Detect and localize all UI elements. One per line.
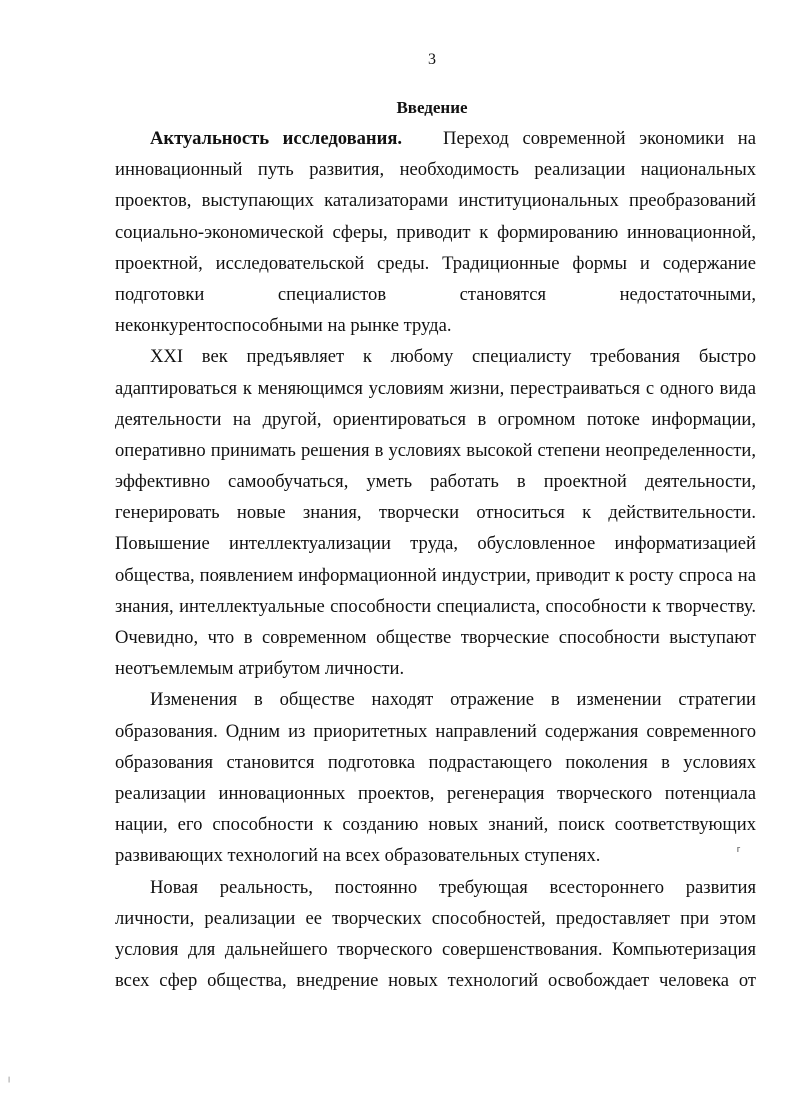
- text-line: инновационный путь развития, необходимость реализации национальных: [115, 159, 756, 181]
- document-body: [115, 123, 756, 996]
- text-line: оперативно принимать решения в условиях высокой степени неопределенности,: [115, 439, 756, 461]
- text-line: знания, интеллектуальные способности специалиста, способности к творчеству.: [115, 595, 756, 617]
- text-line: личности, реализации ее творческих способностей, предоставляет при этом: [115, 907, 756, 929]
- paragraph-lead: Актуальность исследования.: [150, 128, 403, 149]
- text-line: проектной, исследовательской среды. Традиционные формы и содержание: [115, 252, 756, 274]
- text-line: реализации инновационных проектов, регенерация творческого потенциала: [115, 782, 756, 804]
- text-line: неотъемлемым атрибутом личности.: [115, 658, 405, 680]
- text-line: социально-экономической сферы, приводит к формированию инновационной,: [115, 221, 756, 243]
- text-line: Изменения в обществе находят отражение в изменении стратегии: [150, 689, 756, 711]
- text-line: всех сфер общества, внедрение новых технологий освобождает человека от: [115, 970, 756, 992]
- text-line: генерировать новые знания, творчески относиться к действительности.: [115, 502, 756, 524]
- text-line: эффективно самообучаться, уметь работать в проектной деятельности,: [115, 471, 756, 493]
- text-line: нации, его способности к созданию новых знаний, поиск соответствующих: [115, 814, 756, 836]
- text-line: условия для дальнейшего творческого совершенствования. Компьютеризация: [115, 938, 756, 960]
- section-heading: Введение: [396, 98, 468, 117]
- text-line: подготовки специалистов становятся недостаточными,: [115, 283, 756, 305]
- paragraph-new-reality: [115, 872, 756, 997]
- text-line: деятельности на другой, ориентироваться в огромном потоке информации,: [115, 408, 756, 430]
- text-line: адаптироваться к меняющимся условиям жизни, перестраиваться с одного вида: [115, 377, 756, 399]
- text-line: образования становится подготовка подрастающего поколения в условиях: [115, 751, 756, 773]
- paragraph-requirements: [115, 341, 756, 684]
- text-line: XXI век предъявляет к любому специалисту требования быстро: [150, 346, 756, 368]
- scan-artifact-icon: ⸢: [736, 846, 742, 862]
- text-line: Очевидно, что в современном обществе творческие способности выступают: [115, 627, 756, 648]
- text-line: проектов, выступающих катализаторами институциональных преобразований: [115, 190, 756, 212]
- text-line: Новая реальность, постоянно требующая всестороннего развития: [150, 876, 756, 898]
- text-line: неконкурентоспособными на рынке труда.: [115, 315, 452, 337]
- text-line-fragment: Переход современной экономики на: [443, 128, 756, 149]
- text-line: общества, появлением информационной индустрии, приводит к росту спроса на: [115, 564, 756, 586]
- paragraph-relevance: [115, 123, 756, 341]
- page-number: 3: [428, 51, 436, 68]
- text-line: образования. Одним из приоритетных направлений содержания современного: [115, 720, 756, 742]
- text-line: [115, 123, 756, 154]
- text-line: Повышение интеллектуализации труда, обусловленное информатизацией: [115, 533, 756, 555]
- scan-artifact-icon: ╵: [6, 1078, 13, 1089]
- paragraph-education-strategy: [115, 684, 756, 871]
- text-line: развивающих технологий на всех образовательных ступенях.: [115, 845, 601, 867]
